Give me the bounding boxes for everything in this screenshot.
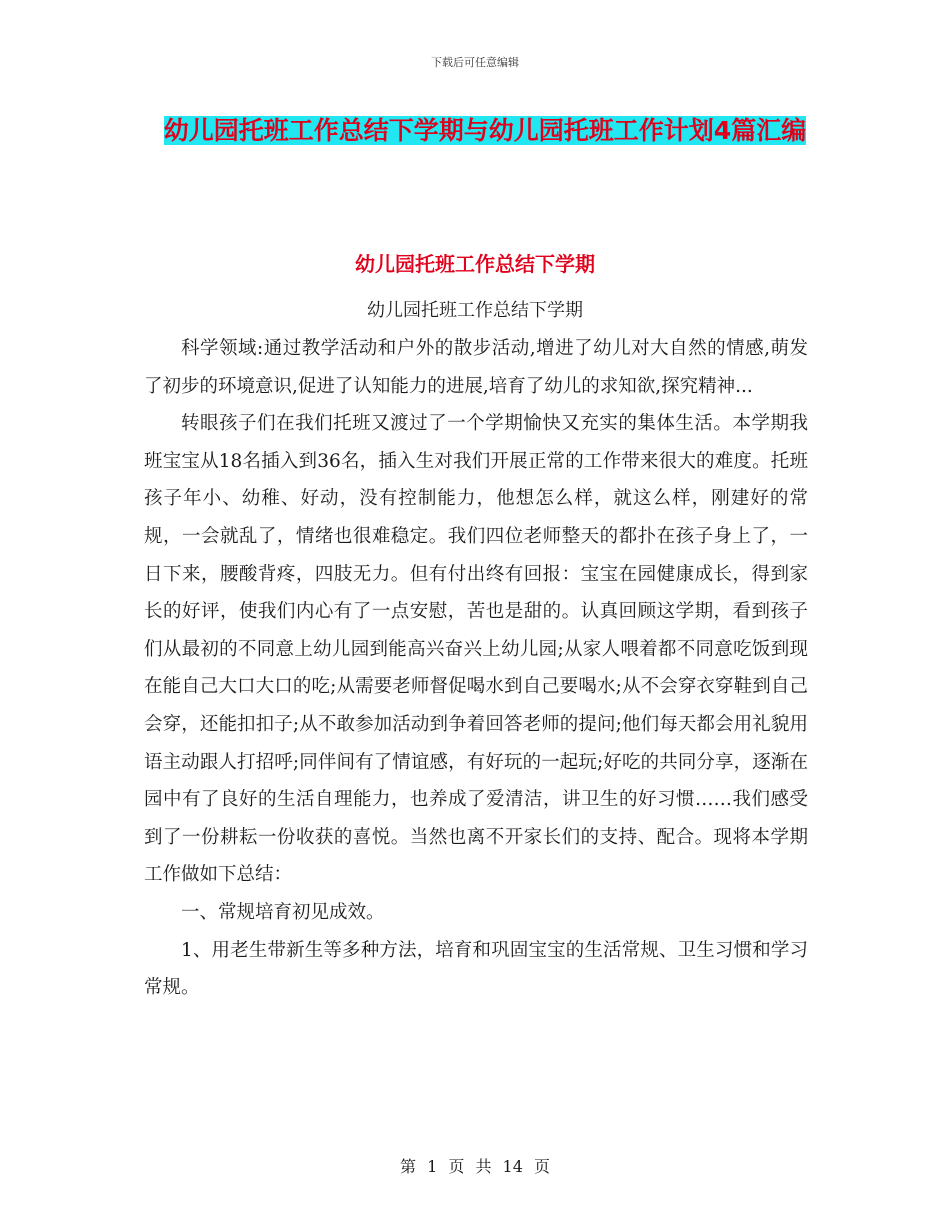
paragraph: 1、用老生带新生等多种方法，培育和巩固宝宝的生活常规、卫生习惯和学习常规。	[144, 939, 808, 999]
section-subtitle: 幼儿园托班工作总结下学期	[367, 300, 583, 321]
paragraph: 转眼孩子们在我们托班又渡过了一个学期愉快又充实的集体生活。本学期我班宝宝从18名插入到36名，插入生对我们开展正常的工作带来很大的难度。托班孩子年小、幼稚、好动，没有控制能力，他想怎么样，就这么样，刚建好的常规，一会就乱了，情绪也很难稳定。我们四位老师整天的都扑在孩子身上了，一日下来，腰酸背疼，四肢无力。但有付出终有回报：宝宝在园健康成长，得到家长的好评，使我们内心有了一点安慰，苦也是甜的。认真回顾这学期，看到孩子们从最初的不同意上幼儿园到能高兴奋兴上幼儿园;从家人喂着都不同意吃饭到现在能自己大口大口的吃;从需要老师督促喝水到自己要喝水;从不会穿衣穿鞋到自己会穿，还能扣扣子;从不敢参加活动到争着回答老师的提问;他们每天都会用礼貌用语主动跟人打招呼;同伴间有了情谊感，有好玩的一起玩;好吃的共同分享，逐渐在园中有了良好的生活自理能力，也养成了爱清洁，讲卫生的好习惯……我们感受到了一份耕耘一份收获的喜悦。当然也离不开家长们的支持、配合。现将本学期工作做如下总结：	[144, 413, 808, 886]
paragraph: 一、常规培育初见成效。	[181, 901, 385, 923]
body-text	[144, 330, 808, 1007]
page-footer: 第 1 页 共 14 页	[400, 1157, 550, 1176]
document-title	[140, 108, 830, 154]
section-title: 幼儿园托班工作总结下学期	[355, 252, 595, 276]
header-note: 下载后可任意编辑	[431, 56, 519, 69]
paragraph: 科学领域:通过教学活动和户外的散步活动,增进了幼儿对大自然的情感,萌发了初步的环境意识,促进了认知能力的进展,培育了幼儿的求知欲,探究精神...	[144, 338, 808, 397]
document-title-text: 幼儿园托班工作总结下学期与幼儿园托班工作计划4篇汇编	[163, 116, 807, 145]
